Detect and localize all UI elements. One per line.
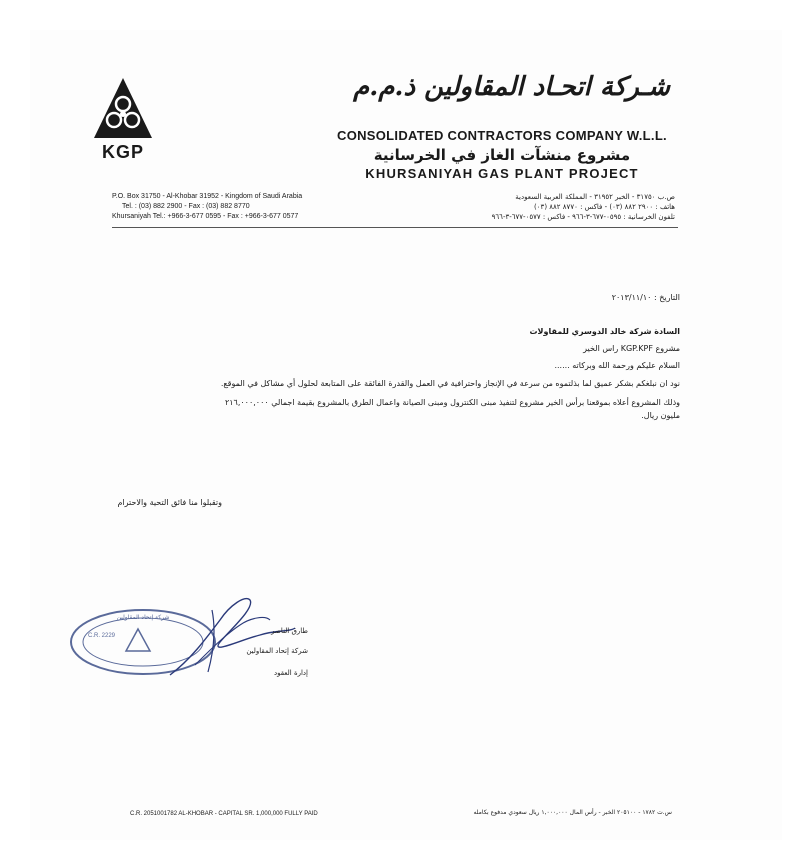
letter-addressee: السادة شركة خالد الدوسري للمقاولات xyxy=(529,327,680,336)
letter-project-line: مشروع KGP.KPF راس الخير xyxy=(583,344,680,353)
arabic-project-name: مشروع منشآت الغاز في الخرسانية xyxy=(373,146,631,164)
contact-arabic xyxy=(400,192,675,222)
triangle-logo-icon xyxy=(92,76,154,142)
contact-line: ص.ب ٣١٧٥٠ - الخبر ٣١٩٥٢ - المملكة العربية السعودية xyxy=(515,193,675,201)
stamp-cr: C.R. 2229 xyxy=(88,633,116,639)
company-logo xyxy=(92,76,154,168)
letter-closing: وتقبلوا منا فائق التحية والاحترام xyxy=(117,498,222,507)
footer-registration-arabic: س.ت ١٧٨٢ - ٢٠٥١٠٠ الخبر - رأس المال ١,٠٠٠,٠٠٠ ريال سعودي مدفوع بكامله xyxy=(473,809,672,816)
signatory-name: طارق الناصر xyxy=(271,627,308,635)
stamp-text: شركة إتحاد المقاولين xyxy=(116,614,170,621)
signatory-department: إدارة العقود xyxy=(273,669,308,677)
letter-paragraph-2-continued: مليون ريال. xyxy=(641,411,680,420)
signatory-company: شركة إتحاد المقاولين xyxy=(246,647,308,655)
contact-line: Tel. : (03) 882 2900 - Fax : (03) 882 8770 xyxy=(122,203,250,210)
logo-text: KGP xyxy=(101,142,144,162)
contact-line: P.O. Box 31750 - Al-Khobar 31952 - Kingdom of Saudi Arabia xyxy=(112,193,303,200)
arabic-company-name: شـركة اتحـاد المقاولين ذ.م.م xyxy=(353,72,670,102)
letter-paragraph-2: وذلك المشروع أعلاه بموقعنا برأس الخير مشروع لتنفيذ مبنى الكنترول ومبنى الصيانة واعمال الطرق بالمشروع بقيمة اجمالي ٢١٦,٠٠٠,٠٠٠ xyxy=(224,398,680,407)
contact-line: هاتف : ٢٩٠٠ ٨٨٢ (٠٣) - فاكس : ٨٧٧٠ ٨٨٢ (٠٣) xyxy=(534,203,675,211)
header-divider xyxy=(112,227,678,228)
contact-english xyxy=(112,192,412,222)
english-project-name: KHURSANIYAH GAS PLANT PROJECT xyxy=(365,166,639,181)
english-company-name: CONSOLIDATED CONTRACTORS COMPANY W.L.L. xyxy=(337,128,667,143)
footer-registration-english: C.R. 2051001782 AL-KHOBAR - CAPITAL SR. 1,000,000 FULLY PAID xyxy=(130,811,318,817)
letter-greeting: السلام عليكم ورحمة الله وبركاته ...... xyxy=(554,361,680,370)
contact-line: Khursaniyah Tel.: +966-3-677 0595 - Fax : +966-3-677 0577 xyxy=(112,213,299,220)
contact-line: تلفون الخرسانية : ٠٥٩٥-٦٧٧-٣-٩٦٦ - فاكس : ٠٥٧٧-٦٧٧-٣-٩٦٦ xyxy=(491,213,675,221)
letter-date: التاريخ : ٢٠١٣/١١/١٠ xyxy=(611,293,680,302)
letter-paragraph-1: نود ان نبلغكم بشكر عميق لما بذلتموه من سرعة في الإنجاز واحترافية في العمل والقدرة الفائقة على المتابعة لحلول أي مشاكل في الموقع. xyxy=(220,379,680,388)
